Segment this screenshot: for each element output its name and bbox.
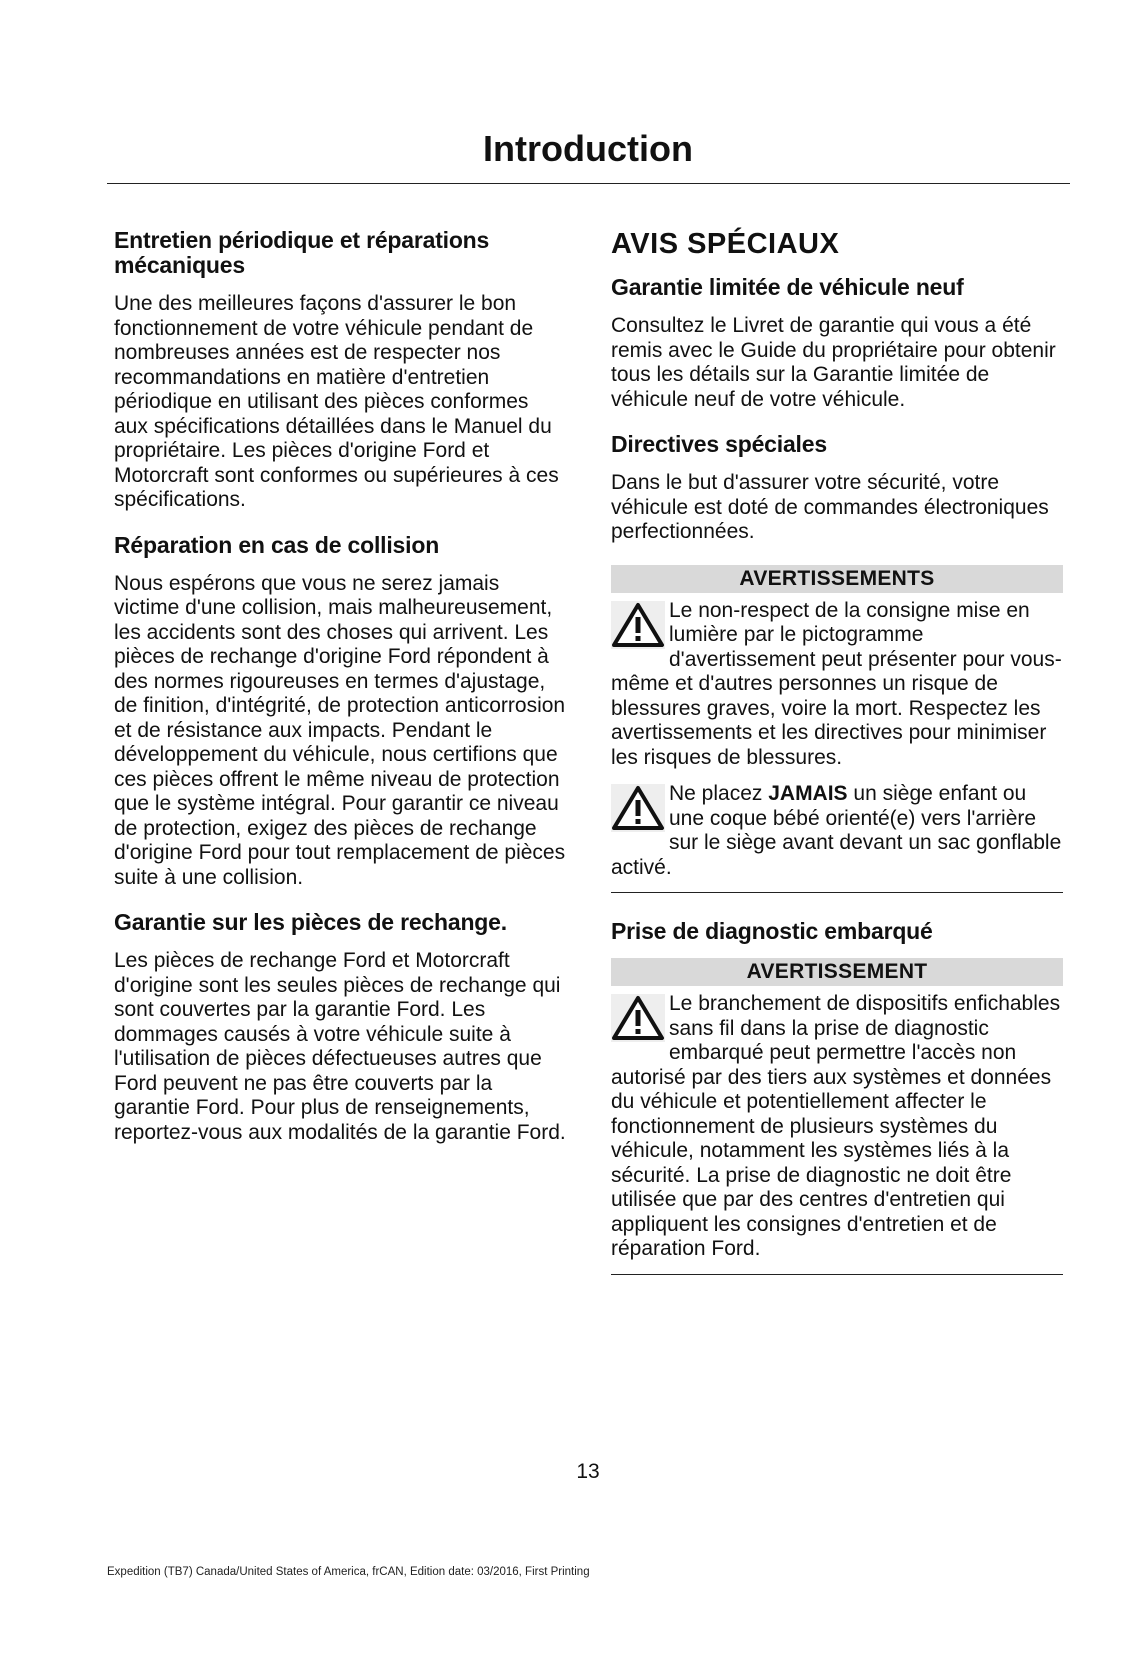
warning-text-post: un siège enfant ou une coque bébé orienté(e) vers l'arrière sur le siège avant devant un sac gonflable activé. — [611, 782, 1062, 879]
header-rule — [107, 183, 1070, 184]
section-text: Une des meilleures façons d'assurer le bon fonctionnement de votre véhicule pendant de nombreuses années est de respecter nos recommandations en matière d'entretien périodique en utilisant des pièces conformes aux spécifications détaillées dans le Manuel du propriétaire. Les pièces d'origine Ford et Motorcraft sont conformes ou supérieures à ces spécifications. — [114, 292, 559, 511]
warning-item — [611, 782, 1063, 880]
warning-text: Le branchement de dispositifs enfichables sans fil dans la prise de diagnostic embarqué peut permettre l'accès non autorisé par des tiers aux systèmes et données du véhicule et potentiellement affecter le fonctionnement de plusieurs systèmes du véhicule, notamment les systèmes liés à la sécurité. La prise de diagnostic ne doit être utilisée que par des centres d'entretien qui appliquent les consignes d'entretien et de réparation Ford. — [611, 992, 1061, 1260]
warning-triangle-icon — [611, 601, 669, 651]
warning-item — [611, 599, 1063, 771]
page-title: Introduction — [483, 128, 693, 169]
section-heading: Garantie limitée de véhicule neuf — [611, 274, 964, 300]
warning-text: Le non-respect de la consigne mise en lumière par le pictogramme d'avertissement peut présenter pour vous-même et d'autres personnes un risque de blessures graves, voire la mort. Respectez les avertissements et les directives pour minimiser les risques de blessures. — [611, 598, 1062, 769]
left-column — [114, 228, 566, 1165]
section-heading: Entretien périodique et réparations mécaniques — [114, 227, 490, 278]
right-column — [611, 228, 1063, 1301]
warning-header: AVERTISSEMENT — [611, 958, 1063, 986]
section-text: Nous espérons que vous ne serez jamais victime d'une collision, mais malheureusement, les accidents sont des choses qui arrivent. Les pièces de rechange d'origine Ford répondent à des normes rigoureuses en termes d'ajustage, de finition, d'intégrité, de protection anticorrosion et de résistance aux impacts. Pendant le développement du véhicule, nous certifions que ces pièces offrent le même niveau de protection que le système intégral. Pour garantir ce niveau de protection, exigez des pièces de rechange d'origine Ford pour tout remplacement de pièces suite à une collision. — [114, 571, 566, 889]
section-text: Les pièces de rechange Ford et Motorcraft d'origine sont les seules pièces de rechange qui sont couvertes par la garantie Ford. Les dommages causés à votre véhicule suite à l'utilisation de pièces défectueuses autres que Ford peuvent ne pas être couverts par la garantie Ford. Pour plus de renseignements, reportez-vous aux modalités de la garantie Ford. — [114, 949, 566, 1144]
section-text: Consultez le Livret de garantie qui vous a été remis avec le Guide du propriétaire pour obtenir tous les détails sur la Garantie limitée de véhicule neuf de votre véhicule. — [611, 314, 1056, 411]
footer-text: Expedition (TB7) Canada/United States of America, frCAN, Edition date: 03/2016, First Printing — [107, 1566, 590, 1578]
warning-text-pre: Ne placez — [669, 782, 769, 805]
section-heading: Directives spéciales — [611, 431, 827, 457]
section-text: Dans le but d'assurer votre sécurité, votre véhicule est doté de commandes électroniques perfectionnées. — [611, 471, 1049, 543]
warning-triangle-icon — [611, 784, 669, 834]
warning-item — [611, 992, 1063, 1262]
warnings-header: AVERTISSEMENTS — [611, 565, 1063, 593]
warning-end-rule — [611, 892, 1063, 893]
section-title: AVIS SPÉCIAUX — [611, 228, 840, 260]
warning-triangle-icon — [611, 994, 669, 1044]
warning-end-rule — [611, 1274, 1063, 1275]
section-heading: Prise de diagnostic embarqué — [611, 918, 933, 944]
section-heading: Garantie sur les pièces de rechange. — [114, 909, 507, 935]
warning-emphasis: JAMAIS — [768, 782, 848, 805]
page-number: 13 — [576, 1460, 600, 1483]
section-heading: Réparation en cas de collision — [114, 531, 440, 558]
